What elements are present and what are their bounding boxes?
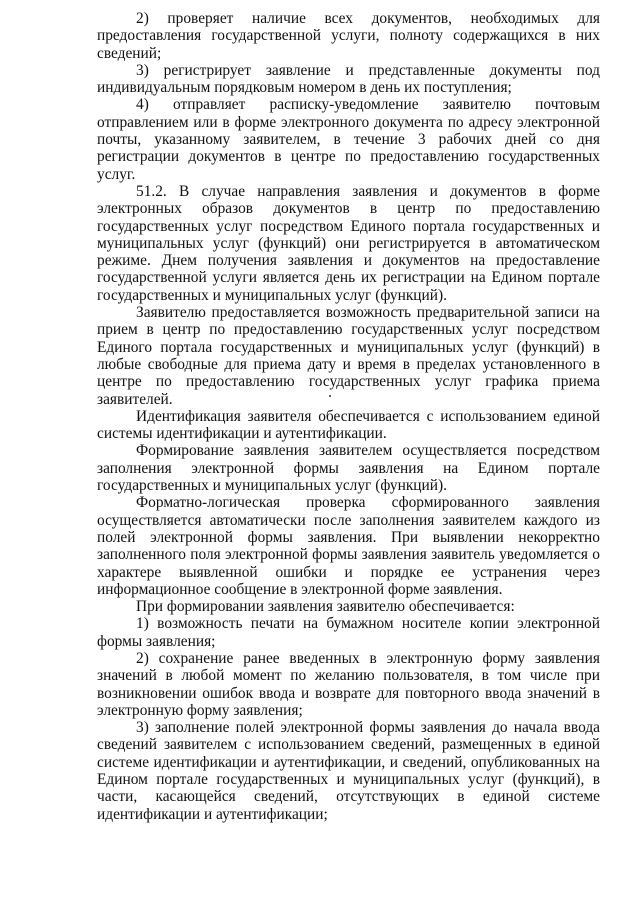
document-body (97, 10, 600, 823)
paragraph-identification: Идентификация заявителя обеспечивается с использованием единой системы идентификации и аутентификации. (97, 407, 600, 443)
paragraph-51-2: 51.2. В случае направления заявления и документов в форме электронных образов документов в центр по предоставлению государственных услуг посредством Единого портала государственных и муниципальных услуг (функций) они регистрируется в автоматическом режиме. Днем получения заявления и документов на предоставление государственной услуги является день их регистрации на Едином портале государственных и муниципальных услуг (функций). (97, 182, 600, 304)
list-item-autofill: 3) заполнение полей электронной формы заявления до начала ввода сведений заявителем с использованием сведений, размещенных в единой системе идентификации и аутентификации, и сведений, опубликованных на Едином портале государственных и муниципальных услуг (функций), в части, касающейся сведений, отсутствующих в единой системе идентификации и аутентификации; (97, 719, 600, 823)
paragraph-item-4: 4) отправляет расписку-уведомление заявителю почтовым отправлением или в форме электронного документа по адресу электронной почты, указанному заявителем, в течение 3 рабочих дней со дня регистрации документов в центре по предоставлению государственных услуг. (97, 96, 600, 183)
paragraph-provisions-intro: При формировании заявления заявителю обеспечивается: (136, 598, 515, 616)
paragraph-appointment: Заявителю предоставляется возможность предварительной записи на прием в центр по предоставлению государственных услуг посредством Единого портала государственных и муниципальных услуг (функций) в любые свободные для приема дату и время в пределах установленного в центре по предоставлению государственных услуг графика приема заявителей. (97, 304, 600, 408)
list-item-save: 2) сохранение ранее введенных в электронную форму заявления значений в любой момент по желанию пользователя, в том числе при возникновении ошибок ввода и возврате для повторного ввода значений в электронную форму заявления; (97, 649, 600, 719)
list-item-print: 1) возможность печати на бумажном носителе копии электронной формы заявления; (97, 615, 600, 650)
scan-speck (329, 395, 331, 397)
paragraph-item-3: 3) регистрирует заявление и представленные документы под индивидуальным порядковым номером в день их поступления; (97, 61, 600, 97)
paragraph-form-filling: Формирование заявления заявителем осуществляется посредством заполнения электронной формы заявления на Едином портале государственных и муниципальных услуг (функций). (97, 442, 600, 495)
paragraph-item-2: 2) проверяет наличие всех документов, необходимых для предоставления государственной услуги, полноту содержащихся в них сведений; (97, 10, 600, 62)
paragraph-format-check: Форматно-логическая проверка сформированного заявления осуществляется автоматически после заполнения заявителем каждого из полей электронной формы заявления. При выявлении некорректно заполненного поля электронной формы заявления заявитель уведомляется о характере выявленной ошибки и порядке ее устранения через информационное сообщение в электронной форме заявления. (97, 494, 600, 598)
